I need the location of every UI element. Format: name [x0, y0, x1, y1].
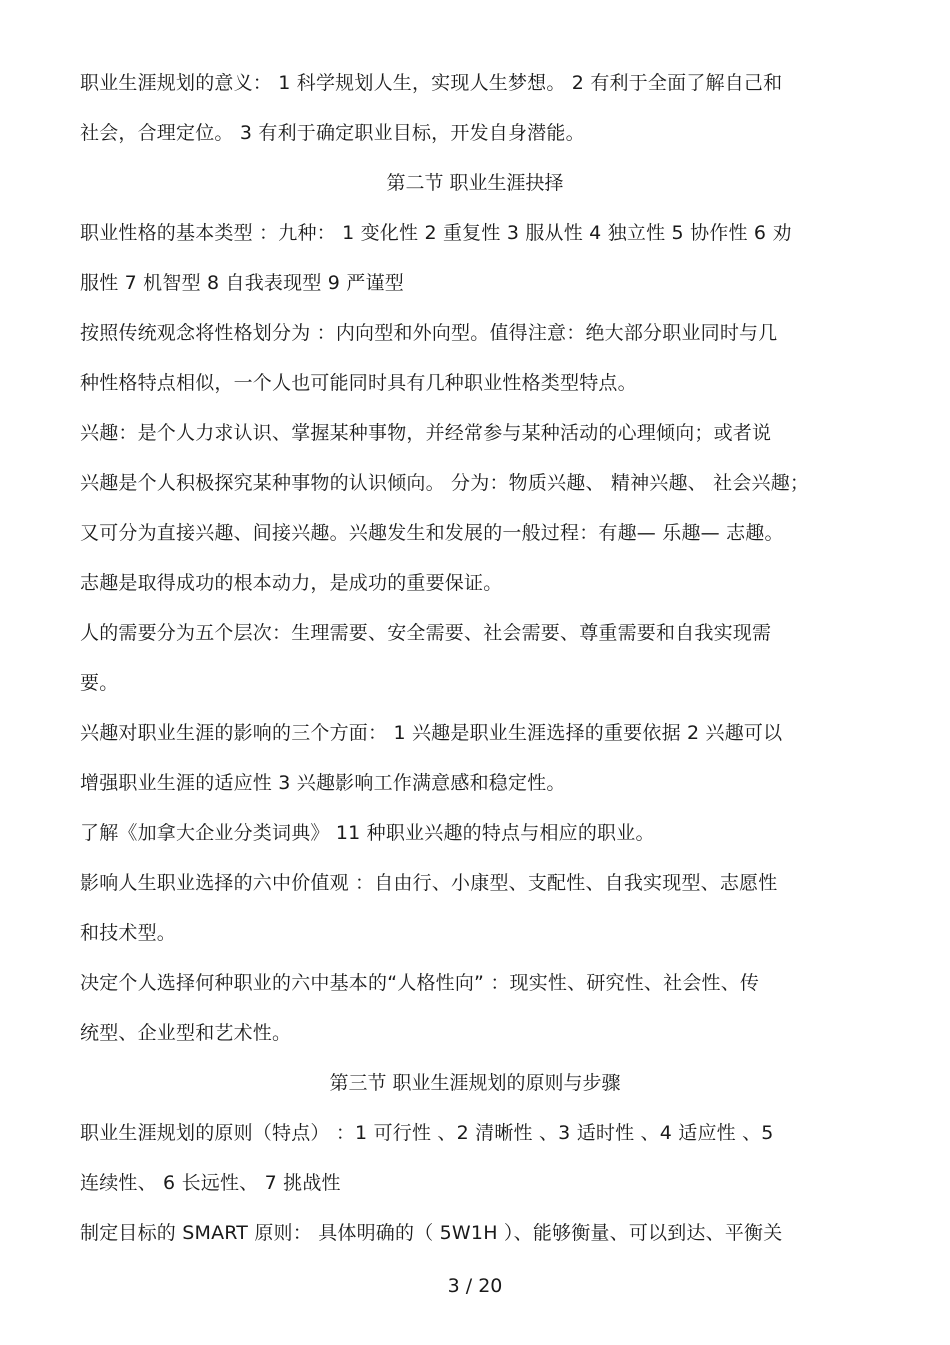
text-line: 职业性格的基本类型 ：九种： 1 变化性 2 重复性 3 服从性 4 独立性 5 协作性 6 劝	[80, 222, 792, 244]
text-line: 了解《加拿大企业分类词典》 11 种职业兴趣的特点与相应的职业。	[80, 822, 655, 844]
text-line: 影响人生职业选择的六中价值观 ：自由行、小康型、支配性、自我实现型、志愿性	[80, 872, 778, 894]
text-line: 社会，合理定位。 3 有利于确定职业目标，开发自身潜能。	[80, 122, 585, 144]
text-line: 服性 7 机智型 8 自我表现型 9 严谨型	[80, 272, 404, 294]
section-heading: 第三节 职业生涯规划的原则与步骤	[329, 1072, 621, 1094]
text-line: 志趣是取得成功的根本动力，是成功的重要保证。	[80, 572, 503, 594]
text-line: 决定个人选择何种职业的六中基本的“人格性向” ：现实性、研究性、社会性、传	[80, 972, 760, 994]
text-line: 要。	[80, 672, 119, 694]
text-line: 又可分为直接兴趣、间接兴趣。兴趣发生和发展的一般过程：有趣— 乐趣— 志趣。	[80, 522, 784, 544]
text-line: 增强职业生涯的适应性 3 兴趣影响工作满意感和稳定性。	[80, 772, 566, 794]
text-line: 兴趣：是个人力求认识、掌握某种事物，并经常参与某种活动的心理倾向；或者说	[80, 422, 772, 444]
section-heading: 第二节 职业生涯抉择	[386, 172, 564, 194]
text-line: 连续性、 6 长远性、 7 挑战性	[80, 1172, 341, 1194]
page-number: 3 / 20	[447, 1275, 503, 1297]
text-line: 种性格特点相似，一个人也可能同时具有几种职业性格类型特点。	[80, 372, 637, 394]
text-line: 按照传统观念将性格划分为 ：内向型和外向型。值得注意：绝大部分职业同时与几	[80, 322, 778, 344]
text-line: 职业生涯规划的意义： 1 科学规划人生，实现人生梦想。 2 有利于全面了解自己和	[80, 72, 783, 94]
text-line: 统型、企业型和艺术性。	[80, 1022, 292, 1044]
text-line: 兴趣是个人积极探究某种事物的认识倾向。 分为：物质兴趣、 精神兴趣、 社会兴趣；	[80, 472, 810, 494]
text-line: 兴趣对职业生涯的影响的三个方面： 1 兴趣是职业生涯选择的重要依据 2 兴趣可以	[80, 722, 783, 744]
text-line: 和技术型。	[80, 922, 177, 944]
text-line: 制定目标的 SMART 原则： 具体明确的（ 5W1H ）、能够衡量、可以到达、平衡关	[80, 1222, 783, 1244]
text-line: 职业生涯规划的原则（特点） ：1 可行性 、2 清晰性 、3 适时性 、4 适应性 、5	[80, 1122, 774, 1144]
text-line: 人的需要分为五个层次：生理需要、安全需要、社会需要、尊重需要和自我实现需	[80, 622, 772, 644]
